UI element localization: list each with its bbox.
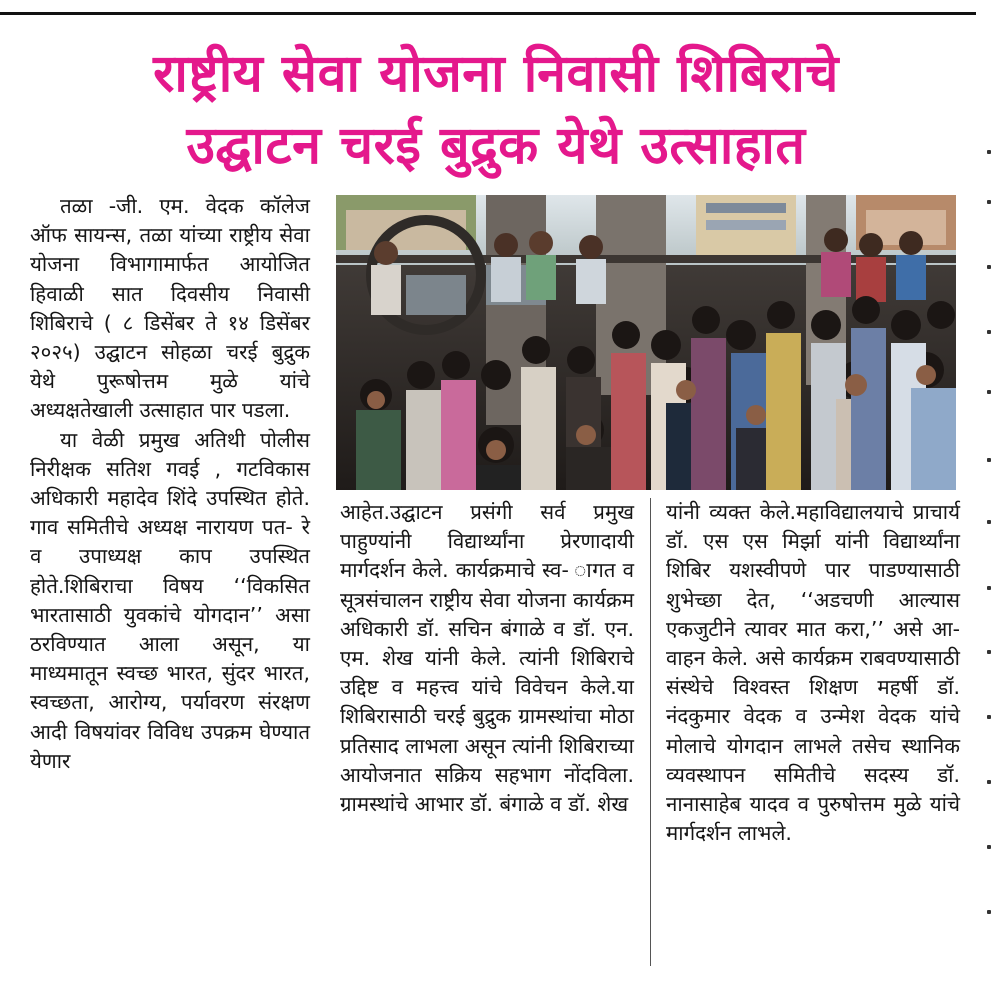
- column-divider-2-3: [650, 498, 651, 966]
- article-column-2: [340, 498, 634, 819]
- article-column-1: [30, 192, 310, 776]
- column3-text: यांनी व्यक्त केले.महाविद्यालयाचे प्राचार्य डॉ. एस एस मिर्झा यांनी विद्यार्थ्यांना शिबिर यशस्वीपणे पार पाडण्यासाठी शुभेच्छा देत, ‘‘अडचणी आल्यास एकजुटीने त्यावर मात करा,’’ असे आ- वाहन केले. असे कार्यक्रम राबवण्यासाठी संस्थेचे विश्वस्त शिक्षण महर्षी डॉ. नंदकुमार वेदक व उन्मेश वेदक यांचे मोलाचे योगदान लाभले तसेच स्थानिक व्यवस्थापन समितीचे सदस्य डॉ. नानासाहेब यादव व पुरुषोत्तम मुळे यांचे मार्गदर्शन लाभले.: [666, 500, 960, 846]
- adjacent-article-edge: [985, 140, 992, 960]
- column1-paragraph-1: तळा -जी. एम. वेदक कॉलेज ऑफ सायन्स, तळा यांच्या राष्ट्रीय सेवा योजना विभागामार्फत आयोजित हिवाळी सात दिवसीय निवासी शिबिराचे ( ८ डिसेंबर ते १४ डिसेंबर २०२५) उद्घाटन सोहळा चरई बुद्रुक येथे पुरूषोत्तम मुळे यांचे अध्यक्षतेखाली उत्साहात पार पडला.: [30, 194, 310, 423]
- headline-line-2: उद्घाटन चरई बुद्रुक येथे उत्साहात: [186, 116, 806, 176]
- column2-text: आहेत.उद्घाटन प्रसंगी सर्व प्रमुख पाहुण्यांनी विद्यार्थ्यांना प्रेरणादायी मार्गदर्शन केले. कार्यक्रमाचे स्व- ागत व सूत्रसंचालन राष्ट्रीय सेवा योजना कार्यक्रम अधिकारी डॉ. सचिन बंगाळे व डॉ. एन. एम. शेख यांनी केले. त्यांनी शिबिराचे उद्दिष्ट व महत्त्व यांचे विवेचन केले.या शिबिरासाठी चरई बुद्रुक ग्रामस्थांचा मोठा प्रतिसाद लाभला असून त्यांनी शिबिराच्या आयोजनात सक्रिय सहभाग नोंदविला. ग्रामस्थांचे आभार डॉ. बंगाळे व डॉ. शेख: [340, 500, 634, 817]
- column1-paragraph-2: या वेळी प्रमुख अतिथी पोलीस निरीक्षक सतिश गवई , गटविकास अधिकारी महादेव शिंदे उपस्थित होते. गाव समितीचे अध्यक्ष नारायण पत- रे व उपाध्यक्ष काप उपस्थित होते.शिबिराचा विषय ‘‘विकसित भारतासाठी युवकांचे योगदान’’ असा ठरविण्यात आला असून, या माध्यमातून स्वच्छ भारत, सुंदर भारत, स्वच्छता, आरोग्य, पर्यावरण संरक्षण आदी विषयांवर विविध उपक्रम घेण्यात येणार: [30, 427, 310, 773]
- event-photo-illustration: [336, 195, 956, 490]
- article-column-3: [666, 498, 960, 848]
- headline-line-1: राष्ट्रीय सेवा योजना निवासी शिबिराचे: [153, 44, 839, 104]
- event-photo: [336, 195, 956, 490]
- top-rule: [0, 12, 976, 15]
- headline: [0, 38, 992, 182]
